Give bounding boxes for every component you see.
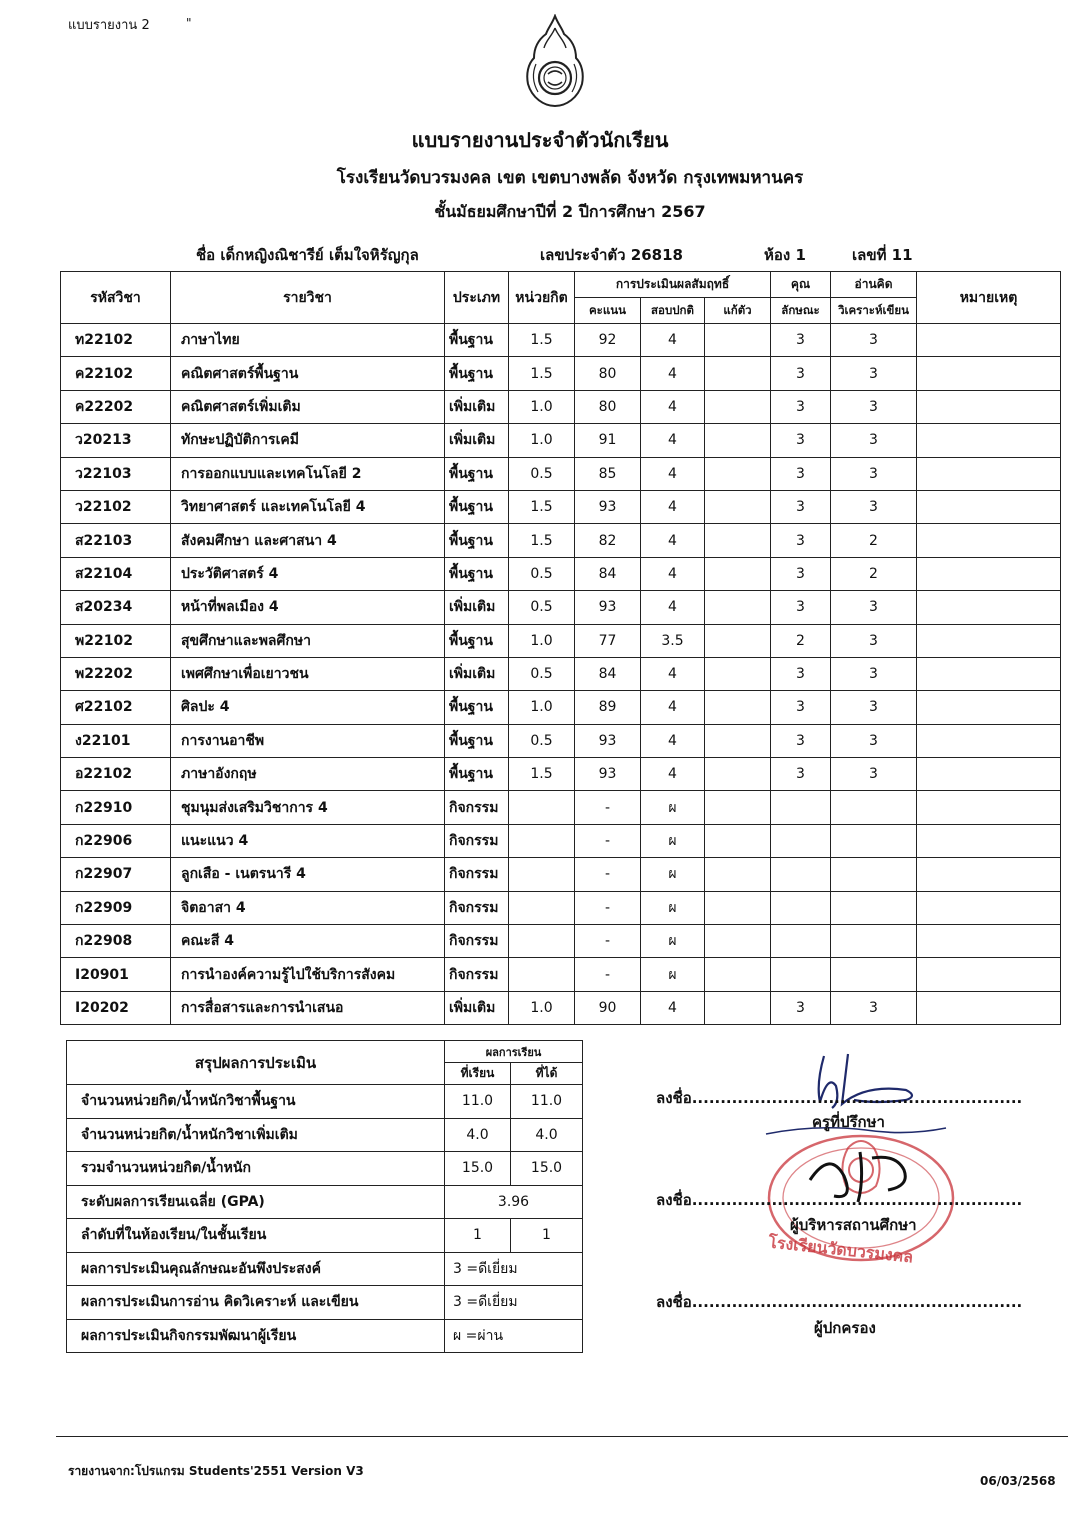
summary-row-reading <box>67 1286 583 1320</box>
subject-characteristic <box>771 891 831 924</box>
subject-characteristic: 3 <box>771 424 831 457</box>
header-note: หมายเหตุ <box>917 272 1061 324</box>
student-id: เลขประจำตัว 26818 <box>540 246 683 264</box>
subject-score: 93 <box>575 591 641 624</box>
grade-year-line: ชั้นมัธยมศึกษาปีที่ 2 ปีการศึกษา 2567 <box>434 202 706 221</box>
subject-grade: 4 <box>641 390 705 423</box>
summary-label: ลำดับที่ในห้องเรียน/ในชั้นเรียน <box>67 1219 445 1253</box>
summary-row-gpa <box>67 1185 583 1219</box>
parent-sign-label: ลงชื่อ.......................................................... <box>656 1293 1023 1311</box>
subject-credit <box>509 891 575 924</box>
subject-note <box>917 390 1061 423</box>
summary-label: จำนวนหน่วยกิต/น้ำหนักวิชาพื้นฐาน <box>67 1085 445 1119</box>
subject-code: อ22102 <box>61 758 171 791</box>
subject-characteristic <box>771 791 831 824</box>
subject-characteristic: 3 <box>771 557 831 590</box>
subject-remedial <box>705 925 771 958</box>
summary-value: ผ =ผ่าน <box>445 1319 583 1353</box>
subject-remedial <box>705 691 771 724</box>
subject-note <box>917 490 1061 523</box>
subject-code: พ22202 <box>61 657 171 690</box>
subject-credit <box>509 791 575 824</box>
summary-value: 11.0 <box>445 1085 511 1119</box>
summary-row-characteristics <box>67 1252 583 1286</box>
subject-remedial <box>705 557 771 590</box>
subject-name: คณิตศาสตร์เพิ่มเติม <box>171 390 445 423</box>
summary-value: 11.0 <box>511 1085 583 1119</box>
subject-name: สุขศึกษาและพลศึกษา <box>171 624 445 657</box>
subject-remedial <box>705 457 771 490</box>
subject-name: ภาษาอังกฤษ <box>171 758 445 791</box>
subject-type: เพิ่มเติม <box>445 591 509 624</box>
table-row <box>61 691 1061 724</box>
summary-label: ผลการประเมินคุณลักษณะอันพึงประสงค์ <box>67 1252 445 1286</box>
subject-code: ส22103 <box>61 524 171 557</box>
summary-row-basic-credits <box>67 1085 583 1119</box>
subject-grade: 4 <box>641 457 705 490</box>
subject-type: พื้นฐาน <box>445 324 509 357</box>
subject-characteristic: 3 <box>771 390 831 423</box>
subject-grade: ผ <box>641 824 705 857</box>
subject-type: พื้นฐาน <box>445 624 509 657</box>
subject-name: หน้าที่พลเมือง 4 <box>171 591 445 624</box>
subject-credit: 0.5 <box>509 457 575 490</box>
subject-type: กิจกรรม <box>445 824 509 857</box>
subject-reading: 3 <box>831 724 917 757</box>
student-name: ชื่อ เด็กหญิงณิชารีย์ เต็มใจหิรัญกุล <box>196 246 419 264</box>
subject-type: กิจกรรม <box>445 891 509 924</box>
subject-credit: 1.5 <box>509 758 575 791</box>
summary-label: ผลการประเมินกิจกรรมพัฒนาผู้เรียน <box>67 1319 445 1353</box>
subject-grade: 4 <box>641 357 705 390</box>
school-line: โรงเรียนวัดบวรมงคล เขต เขตบางพลัด จังหวัด กรุงเทพมหานคร <box>336 168 804 188</box>
header-type: ประเภท <box>445 272 509 324</box>
subject-reading: 3 <box>831 424 917 457</box>
summary-label: รวมจำนวนหน่วยกิต/น้ำหนัก <box>67 1152 445 1186</box>
table-row <box>61 324 1061 357</box>
subject-name: การออกแบบและเทคโนโลยี 2 <box>171 457 445 490</box>
summary-value: 1 <box>511 1219 583 1253</box>
subject-name: คณิตศาสตร์พื้นฐาน <box>171 357 445 390</box>
subject-characteristic: 3 <box>771 758 831 791</box>
table-row <box>61 490 1061 523</box>
subject-remedial <box>705 657 771 690</box>
subject-credit: 0.5 <box>509 591 575 624</box>
subject-characteristic: 3 <box>771 724 831 757</box>
subject-note <box>917 657 1061 690</box>
advisor-title: ครูที่ปรึกษา <box>812 1113 885 1131</box>
subject-name: คณะสี 4 <box>171 925 445 958</box>
subject-characteristic: 2 <box>771 624 831 657</box>
subject-code: ว22102 <box>61 490 171 523</box>
subject-grade: 4 <box>641 524 705 557</box>
table-row <box>61 591 1061 624</box>
student-room: ห้อง 1 <box>764 246 806 264</box>
summary-col-attempted: ที่เรียน <box>445 1063 511 1085</box>
summary-row-rank <box>67 1219 583 1253</box>
subject-reading: 3 <box>831 991 917 1024</box>
subject-name: ชุมนุมส่งเสริมวิชาการ 4 <box>171 791 445 824</box>
subject-score: 93 <box>575 724 641 757</box>
subject-reading: 3 <box>831 624 917 657</box>
subject-reading <box>831 824 917 857</box>
subject-grade: 3.5 <box>641 624 705 657</box>
table-row <box>61 858 1061 891</box>
subject-reading <box>831 891 917 924</box>
subject-type: กิจกรรม <box>445 858 509 891</box>
subject-credit: 0.5 <box>509 657 575 690</box>
subject-code: ก22909 <box>61 891 171 924</box>
subject-note <box>917 724 1061 757</box>
header-remedial: แก้ตัว <box>705 298 771 324</box>
footer-date: 06/03/2568 <box>980 1474 1056 1488</box>
subject-reading: 3 <box>831 357 917 390</box>
summary-value: 1 <box>445 1219 511 1253</box>
subject-characteristic: 3 <box>771 357 831 390</box>
footer-source: รายงานจาก:โปรแกรม Students'2551 Version V3 <box>68 1464 364 1478</box>
table-row <box>61 557 1061 590</box>
subject-remedial <box>705 390 771 423</box>
parent-title: ผู้ปกครอง <box>814 1319 876 1337</box>
header-score: คะแนน <box>575 298 641 324</box>
subject-score: 91 <box>575 424 641 457</box>
subject-score: 89 <box>575 691 641 724</box>
subject-name: ภาษาไทย <box>171 324 445 357</box>
subject-remedial <box>705 758 771 791</box>
header-subject: รายวิชา <box>171 272 445 324</box>
subject-grade: ผ <box>641 891 705 924</box>
subject-characteristic: 3 <box>771 324 831 357</box>
header-char-top: คุณ <box>771 272 831 298</box>
subject-code: ค22202 <box>61 390 171 423</box>
subject-name: วิทยาศาสตร์ และเทคโนโลยี 4 <box>171 490 445 523</box>
subject-reading: 3 <box>831 324 917 357</box>
subject-grade: 4 <box>641 591 705 624</box>
table-row <box>61 657 1061 690</box>
table-row <box>61 925 1061 958</box>
subject-grade: 4 <box>641 657 705 690</box>
subject-reading <box>831 858 917 891</box>
subject-code: ก22910 <box>61 791 171 824</box>
subject-name: ศิลปะ 4 <box>171 691 445 724</box>
subject-remedial <box>705 490 771 523</box>
subject-name: ลูกเสือ - เนตรนารี 4 <box>171 858 445 891</box>
subject-name: จิตอาสา 4 <box>171 891 445 924</box>
subject-score: - <box>575 925 641 958</box>
subject-name: การนำองค์ความรู้ไปใช้บริการสังคม <box>171 958 445 991</box>
summary-result-header: ผลการเรียน <box>445 1041 583 1063</box>
subject-score: 90 <box>575 991 641 1024</box>
subject-type: กิจกรรม <box>445 925 509 958</box>
subject-credit: 1.5 <box>509 357 575 390</box>
table-row <box>61 958 1061 991</box>
table-row <box>61 457 1061 490</box>
subject-code: พ22102 <box>61 624 171 657</box>
subject-reading: 3 <box>831 691 917 724</box>
gpa-value: 3.96 <box>445 1185 583 1219</box>
summary-label: ผลการประเมินการอ่าน คิดวิเคราะห์ และเขียน <box>67 1286 445 1320</box>
subject-reading <box>831 925 917 958</box>
subject-remedial <box>705 724 771 757</box>
subject-reading: 3 <box>831 390 917 423</box>
header-normal: สอบปกติ <box>641 298 705 324</box>
subject-name: การสื่อสารและการนำเสนอ <box>171 991 445 1024</box>
subject-type: เพิ่มเติม <box>445 390 509 423</box>
header-code: รหัสวิชา <box>61 272 171 324</box>
subject-note <box>917 991 1061 1024</box>
summary-row-additional-credits <box>67 1118 583 1152</box>
subject-type: พื้นฐาน <box>445 357 509 390</box>
subject-grade: ผ <box>641 925 705 958</box>
subject-score: 82 <box>575 524 641 557</box>
subject-remedial <box>705 357 771 390</box>
summary-value: 4.0 <box>511 1118 583 1152</box>
subject-reading: 3 <box>831 457 917 490</box>
subject-credit: 1.5 <box>509 324 575 357</box>
subject-remedial <box>705 591 771 624</box>
subject-grade: 4 <box>641 758 705 791</box>
school-emblem-icon <box>522 14 588 108</box>
subject-credit: 1.0 <box>509 691 575 724</box>
subject-remedial <box>705 324 771 357</box>
subject-note <box>917 691 1061 724</box>
subject-characteristic <box>771 824 831 857</box>
subject-code: ส20234 <box>61 591 171 624</box>
subject-score: 92 <box>575 324 641 357</box>
subject-remedial <box>705 824 771 857</box>
subject-score: 77 <box>575 624 641 657</box>
header-achievement: การประเมินผลสัมฤทธิ์ <box>575 272 771 298</box>
subject-grade: 4 <box>641 991 705 1024</box>
summary-col-earned: ที่ได้ <box>511 1063 583 1085</box>
subject-characteristic: 3 <box>771 591 831 624</box>
subject-code: I20202 <box>61 991 171 1024</box>
subject-characteristic: 3 <box>771 490 831 523</box>
table-row <box>61 724 1061 757</box>
subject-credit <box>509 925 575 958</box>
subject-reading: 3 <box>831 758 917 791</box>
subject-name: ประวัติศาสตร์ 4 <box>171 557 445 590</box>
table-row <box>61 624 1061 657</box>
subject-credit: 1.0 <box>509 624 575 657</box>
document-title: แบบรายงานประจำตัวนักเรียน <box>411 128 669 152</box>
subject-characteristic: 3 <box>771 657 831 690</box>
summary-value: 15.0 <box>511 1152 583 1186</box>
subject-note <box>917 791 1061 824</box>
subject-remedial <box>705 424 771 457</box>
subject-code: ก22908 <box>61 925 171 958</box>
subject-credit <box>509 824 575 857</box>
subject-reading: 2 <box>831 524 917 557</box>
summary-row-activities <box>67 1319 583 1353</box>
subject-type: พื้นฐาน <box>445 524 509 557</box>
summary-title: สรุปผลการประเมิน <box>67 1041 445 1085</box>
subject-type: เพิ่มเติม <box>445 424 509 457</box>
table-row <box>61 390 1061 423</box>
subject-note <box>917 591 1061 624</box>
header-read-top: อ่านคิด <box>831 272 917 298</box>
subject-type: พื้นฐาน <box>445 724 509 757</box>
subject-note <box>917 357 1061 390</box>
subject-credit <box>509 858 575 891</box>
subject-code: ส22104 <box>61 557 171 590</box>
subject-code: ว20213 <box>61 424 171 457</box>
subject-characteristic <box>771 958 831 991</box>
subject-score: 84 <box>575 657 641 690</box>
form-code: แบบรายงาน 2 <box>68 18 150 33</box>
subject-credit: 1.5 <box>509 524 575 557</box>
subject-code: ว22103 <box>61 457 171 490</box>
subject-type: กิจกรรม <box>445 958 509 991</box>
subject-remedial <box>705 958 771 991</box>
subject-note <box>917 457 1061 490</box>
table-row <box>61 791 1061 824</box>
subject-grade: 4 <box>641 324 705 357</box>
subject-score: 84 <box>575 557 641 590</box>
subject-grade: 4 <box>641 691 705 724</box>
subject-credit <box>509 958 575 991</box>
subject-characteristic <box>771 925 831 958</box>
table-row <box>61 357 1061 390</box>
subject-type: เพิ่มเติม <box>445 991 509 1024</box>
subject-code: ค22102 <box>61 357 171 390</box>
summary-value: 3 =ดีเยี่ยม <box>445 1252 583 1286</box>
header-char-bottom: ลักษณะ <box>771 298 831 324</box>
advisor-sign-label: ลงชื่อ.......................................................... <box>656 1089 1023 1107</box>
director-sign-label: ลงชื่อ.......................................................... <box>656 1191 1023 1209</box>
subject-code: ศ22102 <box>61 691 171 724</box>
table-row <box>61 758 1061 791</box>
summary-value: 15.0 <box>445 1152 511 1186</box>
summary-table <box>66 1040 583 1353</box>
subject-reading <box>831 791 917 824</box>
subject-score: - <box>575 791 641 824</box>
subject-credit: 1.0 <box>509 390 575 423</box>
subject-note <box>917 891 1061 924</box>
subject-code: ก22906 <box>61 824 171 857</box>
corner-mark: " <box>186 16 192 30</box>
table-row <box>61 824 1061 857</box>
subject-credit: 1.5 <box>509 490 575 523</box>
subject-name: การงานอาชีพ <box>171 724 445 757</box>
subject-code: ก22907 <box>61 858 171 891</box>
subject-note <box>917 557 1061 590</box>
subject-score: - <box>575 858 641 891</box>
subject-reading <box>831 958 917 991</box>
subject-type: พื้นฐาน <box>445 758 509 791</box>
subject-reading: 3 <box>831 490 917 523</box>
subject-name: สังคมศึกษา และศาสนา 4 <box>171 524 445 557</box>
subject-credit: 0.5 <box>509 724 575 757</box>
table-row <box>61 991 1061 1024</box>
subject-name: เพศศึกษาเพื่อเยาวชน <box>171 657 445 690</box>
subject-score: - <box>575 958 641 991</box>
subject-note <box>917 858 1061 891</box>
subject-score: - <box>575 891 641 924</box>
subject-type: พื้นฐาน <box>445 490 509 523</box>
subject-score: 80 <box>575 357 641 390</box>
stamp-text: โรงเรียนวัดบวรมงคล <box>767 1232 915 1267</box>
table-row <box>61 891 1061 924</box>
summary-label: ระดับผลการเรียนเฉลี่ย (GPA) <box>67 1185 445 1219</box>
subject-type: กิจกรรม <box>445 791 509 824</box>
subject-characteristic: 3 <box>771 991 831 1024</box>
subject-note <box>917 524 1061 557</box>
subject-note <box>917 824 1061 857</box>
header-credit: หน่วยกิต <box>509 272 575 324</box>
summary-row-total-credits <box>67 1152 583 1186</box>
subject-remedial <box>705 991 771 1024</box>
summary-value: 4.0 <box>445 1118 511 1152</box>
subject-grade: 4 <box>641 557 705 590</box>
subject-note <box>917 424 1061 457</box>
grades-table <box>60 271 1061 1025</box>
student-number: เลขที่ 11 <box>852 246 913 264</box>
subject-credit: 1.0 <box>509 424 575 457</box>
subject-note <box>917 758 1061 791</box>
footer-divider <box>56 1436 1068 1437</box>
subject-remedial <box>705 524 771 557</box>
subject-score: 93 <box>575 490 641 523</box>
subject-characteristic <box>771 858 831 891</box>
subject-grade: ผ <box>641 791 705 824</box>
subject-reading: 3 <box>831 657 917 690</box>
subject-type: พื้นฐาน <box>445 457 509 490</box>
subject-characteristic: 3 <box>771 691 831 724</box>
subject-grade: ผ <box>641 958 705 991</box>
subject-note <box>917 624 1061 657</box>
subject-score: - <box>575 824 641 857</box>
subject-name: แนะแนว 4 <box>171 824 445 857</box>
subject-type: พื้นฐาน <box>445 557 509 590</box>
subject-reading: 3 <box>831 591 917 624</box>
subject-name: ทักษะปฏิบัติการเคมี <box>171 424 445 457</box>
subject-type: เพิ่มเติม <box>445 657 509 690</box>
subject-note <box>917 958 1061 991</box>
header-read-bottom: วิเคราะห์เขียน <box>831 298 917 324</box>
subject-reading: 2 <box>831 557 917 590</box>
subject-grade: 4 <box>641 490 705 523</box>
subject-code: ง22101 <box>61 724 171 757</box>
subject-credit: 1.0 <box>509 991 575 1024</box>
subject-characteristic: 3 <box>771 524 831 557</box>
subject-note <box>917 324 1061 357</box>
subject-remedial <box>705 858 771 891</box>
subject-credit: 0.5 <box>509 557 575 590</box>
subject-remedial <box>705 624 771 657</box>
summary-value: 3 =ดีเยี่ยม <box>445 1286 583 1320</box>
subject-remedial <box>705 891 771 924</box>
table-row <box>61 424 1061 457</box>
subject-grade: ผ <box>641 858 705 891</box>
subject-grade: 4 <box>641 424 705 457</box>
subject-code: ท22102 <box>61 324 171 357</box>
subject-characteristic: 3 <box>771 457 831 490</box>
subject-code: I20901 <box>61 958 171 991</box>
director-title: ผู้บริหารสถานศึกษา <box>790 1216 917 1234</box>
subject-remedial <box>705 791 771 824</box>
subject-score: 93 <box>575 758 641 791</box>
subject-type: พื้นฐาน <box>445 691 509 724</box>
subject-grade: 4 <box>641 724 705 757</box>
subject-score: 85 <box>575 457 641 490</box>
summary-label: จำนวนหน่วยกิต/น้ำหนักวิชาเพิ่มเติม <box>67 1118 445 1152</box>
subject-score: 80 <box>575 390 641 423</box>
subject-note <box>917 925 1061 958</box>
table-row <box>61 524 1061 557</box>
